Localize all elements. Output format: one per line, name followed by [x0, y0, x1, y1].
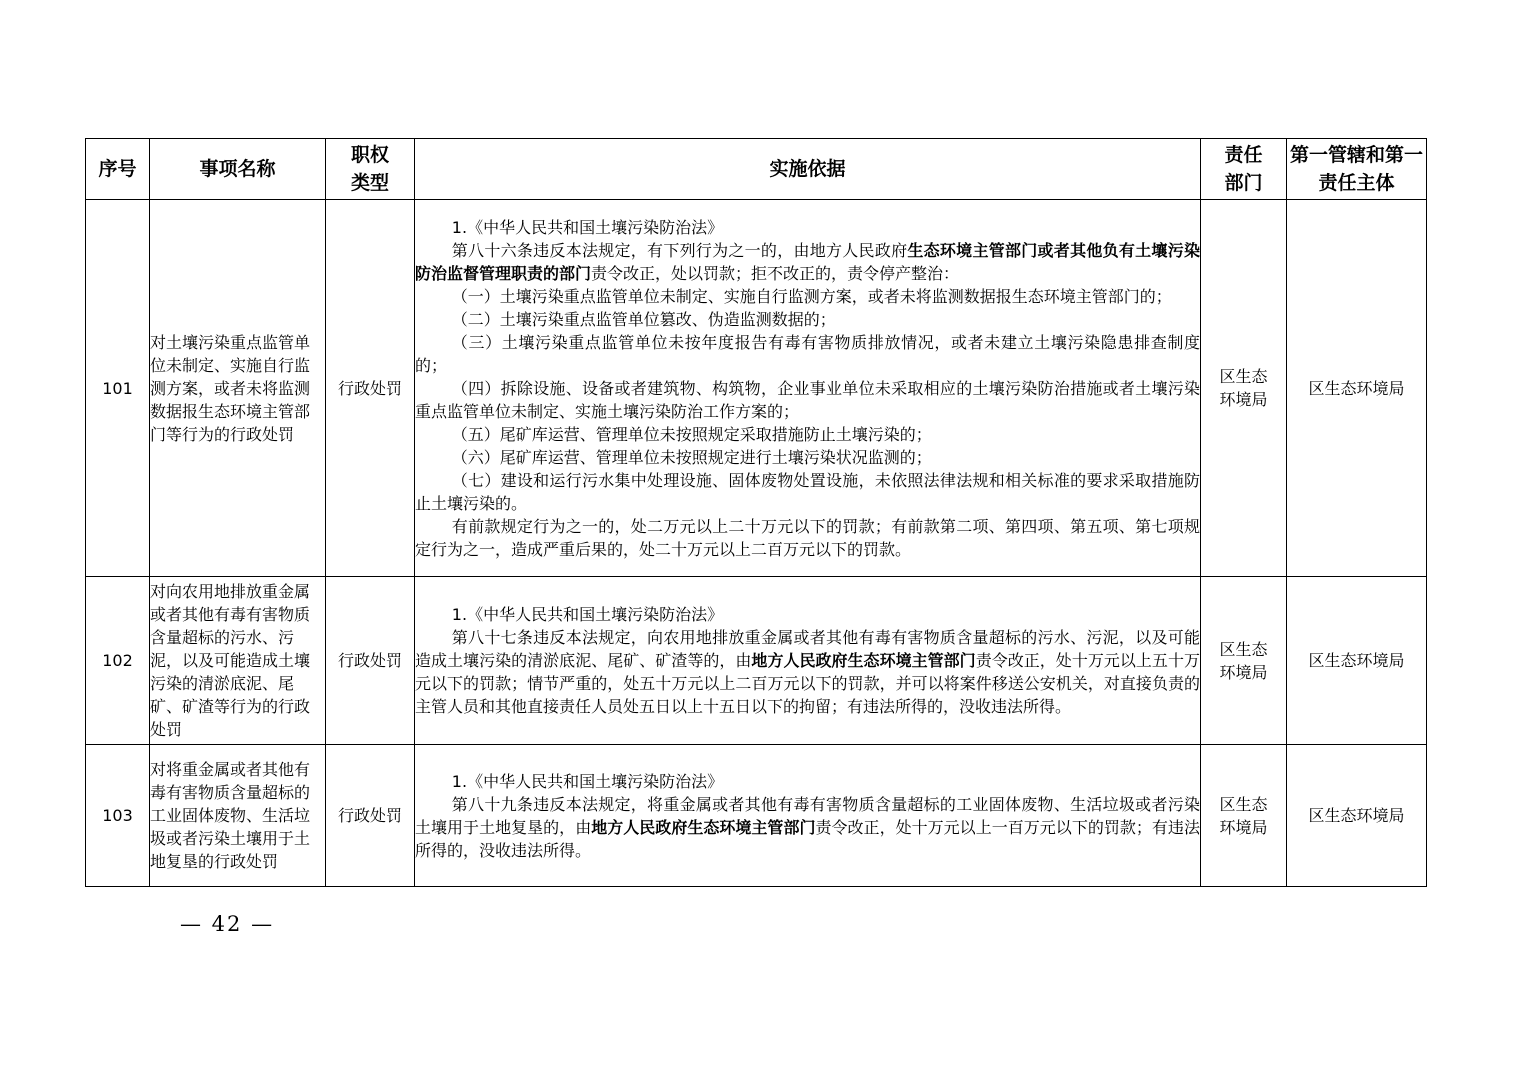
- row-subject: 区生态环境局: [1287, 745, 1427, 887]
- basis-item: （五）尾矿库运营、管理单位未按照规定采取措施防止土壤污染的；: [451, 424, 932, 444]
- basis-item: （六）尾矿库运营、管理单位未按照规定进行土壤污染状况监测的；: [451, 447, 932, 467]
- row-dept: 区生态环境局: [1201, 200, 1287, 577]
- basis-final: 有前款规定行为之一的，处二万元以上二十万元以下的罚款；有前款第二项、第四项、第五项、第七项规定行为之一，造成严重后果的，处二十万元以上二百万元以下的罚款。: [415, 516, 1200, 559]
- header-subject: 第一管辖和第一责任主体: [1287, 139, 1427, 200]
- row-subject: 区生态环境局: [1287, 577, 1427, 745]
- row-type: 行政处罚: [326, 745, 415, 887]
- header-seq: 序号: [86, 139, 150, 200]
- row-type: 行政处罚: [326, 577, 415, 745]
- basis-law: 1.《中华人民共和国土壤污染防治法》: [451, 771, 724, 791]
- basis-article: 第八十九条违反本法规定，将重金属或者其他有毒有害物质含量超标的工业固体废物、生活垃圾或者污染土壤用于土地复垦的，由地方人民政府生态环境主管部门责令改正，处十万元以上一百万元以下的罚款；有违法所得的，没收违法所得。: [415, 794, 1200, 860]
- basis-law: 1.《中华人民共和国土壤污染防治法》: [451, 605, 724, 624]
- header-type: 职权类型: [326, 139, 415, 200]
- basis-article: 第八十六条违反本法规定，有下列行为之一的，由地方人民政府生态环境主管部门或者其他负有土壤污染防治监督管理职责的部门责令改正，处以罚款；拒不改正的，责令停产整治：: [415, 240, 1200, 283]
- header-basis: 实施依据: [415, 139, 1201, 200]
- row-basis: [415, 745, 1201, 887]
- basis-law: 1.《中华人民共和国土壤污染防治法》: [451, 217, 724, 237]
- basis-item: （一）土壤污染重点监管单位未制定、实施自行监测方案，或者未将监测数据报生态环境主管部门的；: [451, 286, 1172, 306]
- row-basis: [415, 577, 1201, 745]
- basis-item: （四）拆除设施、设备或者建筑物、构筑物，企业事业单位未采取相应的土壤污染防治措施或者土壤污染重点监管单位未制定、实施土壤污染防治工作方案的；: [415, 378, 1200, 421]
- basis-item: （七）建设和运行污水集中处理设施、固体废物处置设施，未依照法律法规和相关标准的要求采取措施防止土壤污染的。: [415, 470, 1200, 513]
- header-dept: 责任部门: [1201, 139, 1287, 200]
- authority-table: [85, 138, 1427, 887]
- basis-article: 第八十七条违反本法规定，向农用地排放重金属或者其他有毒有害物质含量超标的污水、污泥，以及可能造成土壤污染的清淤底泥、尾矿、矿渣等的，由地方人民政府生态环境主管部门责令改正，处十万元以上五十万元以下的罚款；情节严重的，处五十万元以上二百万元以下的罚款，并可以将案件移送公安机关，对直接负责的主管人员和其他直接责任人员处五日以上十五日以下的拘留；有违法所得的，没收违法所得。: [415, 628, 1200, 716]
- row-dept: 区生态环境局: [1201, 745, 1287, 887]
- row-name: 对土壤污染重点监管单位未制定、实施自行监测方案，或者未将监测数据报生态环境主管部门等行为的行政处罚: [150, 200, 326, 577]
- table-row: [86, 745, 1427, 887]
- table-row: [86, 200, 1427, 577]
- basis-item: （二）土壤污染重点监管单位篡改、伪造监测数据的；: [451, 309, 836, 329]
- row-name: 对将重金属或者其他有毒有害物质含量超标的工业固体废物、生活垃圾或者污染土壤用于土地复垦的行政处罚: [150, 745, 326, 887]
- row-name: 对向农用地排放重金属或者其他有毒有害物质含量超标的污水、污泥，以及可能造成土壤污染的清淤底泥、尾矿、矿渣等行为的行政处罚: [150, 577, 326, 745]
- row-subject: 区生态环境局: [1287, 200, 1427, 577]
- row-seq: 101: [86, 200, 150, 577]
- header-name: 事项名称: [150, 139, 326, 200]
- table-row: [86, 577, 1427, 745]
- page-number: — 42 —: [180, 912, 275, 936]
- header-row: [86, 139, 1427, 200]
- row-basis: [415, 200, 1201, 577]
- row-type: 行政处罚: [326, 200, 415, 577]
- row-seq: 102: [86, 577, 150, 745]
- row-dept: 区生态环境局: [1201, 577, 1287, 745]
- basis-item: （三）土壤污染重点监管单位未按年度报告有毒有害物质排放情况，或者未建立土壤污染隐患排查制度的；: [415, 332, 1200, 375]
- row-seq: 103: [86, 745, 150, 887]
